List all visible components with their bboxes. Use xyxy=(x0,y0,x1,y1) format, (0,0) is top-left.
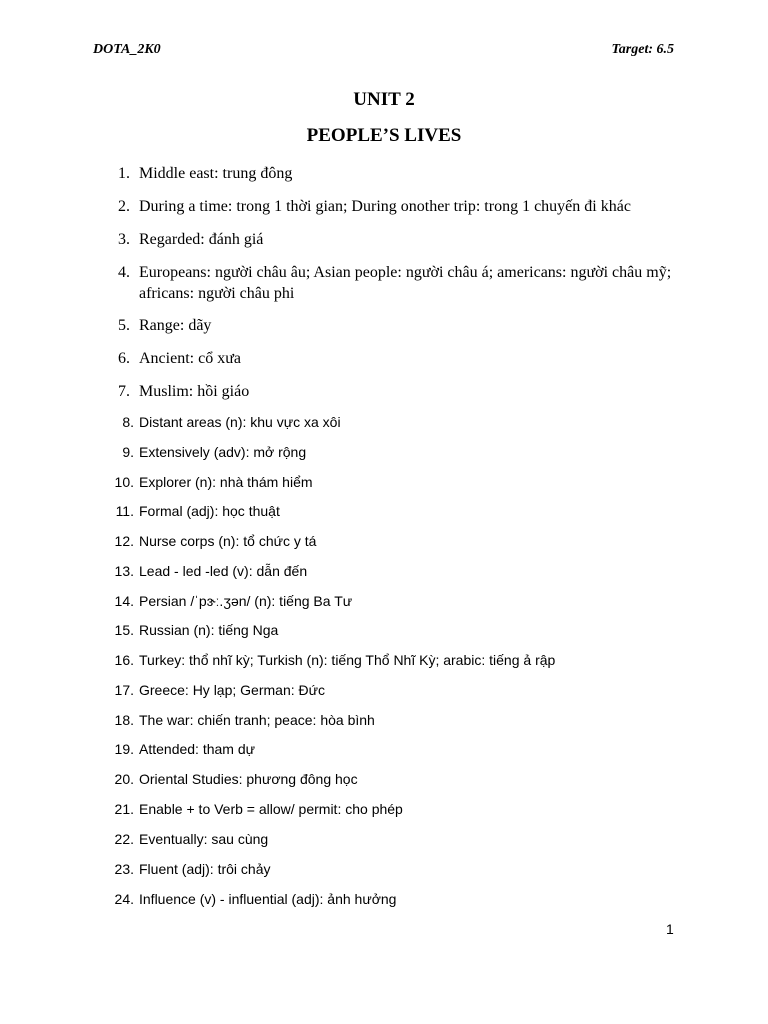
item-number: 15. xyxy=(114,622,134,638)
item-text: Distant areas (n): khu vực xa xôi xyxy=(139,414,341,430)
item-text: Russian (n): tiếng Nga xyxy=(139,622,279,638)
item-number: 23. xyxy=(114,861,134,877)
item-number: 13. xyxy=(114,563,134,579)
page-number: 1 xyxy=(666,921,674,937)
item-number: 10. xyxy=(114,474,134,490)
item-text: Regarded: đánh giá xyxy=(139,231,264,248)
item-text: Oriental Studies: phương đông học xyxy=(139,771,358,787)
item-text: Range: dãy xyxy=(139,317,212,334)
item-number: 3. xyxy=(118,231,130,248)
item-text: Attended: tham dự xyxy=(139,741,255,757)
item-text: Extensively (adv): mở rộng xyxy=(139,444,307,460)
item-text: Middle east: trung đông xyxy=(139,165,293,182)
item-text: Persian /ˈpɝː.ʒən/ (n): tiếng Ba Tư xyxy=(139,593,353,609)
item-number: 22. xyxy=(114,831,134,847)
item-number: 21. xyxy=(114,801,134,817)
item-number: 19. xyxy=(114,741,134,757)
item-number: 17. xyxy=(114,682,134,698)
item-number: 12. xyxy=(114,533,134,549)
item-number: 1. xyxy=(118,165,130,182)
item-text: Lead - led -led (v): dẫn đến xyxy=(139,563,308,579)
item-number: 24. xyxy=(114,891,134,907)
item-number: 6. xyxy=(118,350,130,367)
item-text: Nurse corps (n): tổ chức y tá xyxy=(139,533,317,549)
unit-title: UNIT 2 xyxy=(353,89,415,110)
item-text: The war: chiến tranh; peace: hòa bình xyxy=(139,712,375,728)
item-number: 8. xyxy=(122,414,134,430)
item-number: 11. xyxy=(115,503,134,519)
item-text: Influence (v) - influential (adj): ảnh hưởng xyxy=(139,891,397,907)
item-text: Europeans: người châu âu; Asian people: người châu á; americans: người châu mỹ; africans: người châu phi xyxy=(139,264,672,302)
header-target-label: Target: 6.5 xyxy=(611,42,674,57)
item-number: 5. xyxy=(118,317,130,334)
item-text: Eventually: sau cùng xyxy=(139,831,269,847)
item-text: Fluent (adj): trôi chảy xyxy=(139,861,271,877)
item-number: 20. xyxy=(114,771,134,787)
item-text: Ancient: cổ xưa xyxy=(139,350,241,367)
item-text: Muslim: hồi giáo xyxy=(139,383,250,400)
lesson-title: PEOPLE’S LIVES xyxy=(306,125,462,146)
item-number: 2. xyxy=(118,198,130,215)
item-text: During a time: trong 1 thời gian; During onother trip: trong 1 chuyến đi khác xyxy=(139,198,631,215)
item-number: 16. xyxy=(114,652,134,668)
item-text: Explorer (n): nhà thám hiểm xyxy=(139,474,313,490)
item-text: Formal (adj): học thuật xyxy=(139,503,280,519)
header-left-label: DOTA_2K0 xyxy=(93,42,161,57)
item-number: 9. xyxy=(122,444,134,460)
item-number: 4. xyxy=(118,264,130,281)
item-text: Turkey: thổ nhĩ kỳ; Turkish (n): tiếng Thổ Nhĩ Kỳ; arabic: tiếng ả rập xyxy=(139,652,556,668)
item-number: 7. xyxy=(118,383,130,400)
item-number: 18. xyxy=(114,712,134,728)
item-number: 14. xyxy=(114,593,134,609)
item-text: Greece: Hy lạp; German: Đức xyxy=(139,682,325,698)
item-text: Enable + to Verb = allow/ permit: cho phép xyxy=(139,801,403,817)
